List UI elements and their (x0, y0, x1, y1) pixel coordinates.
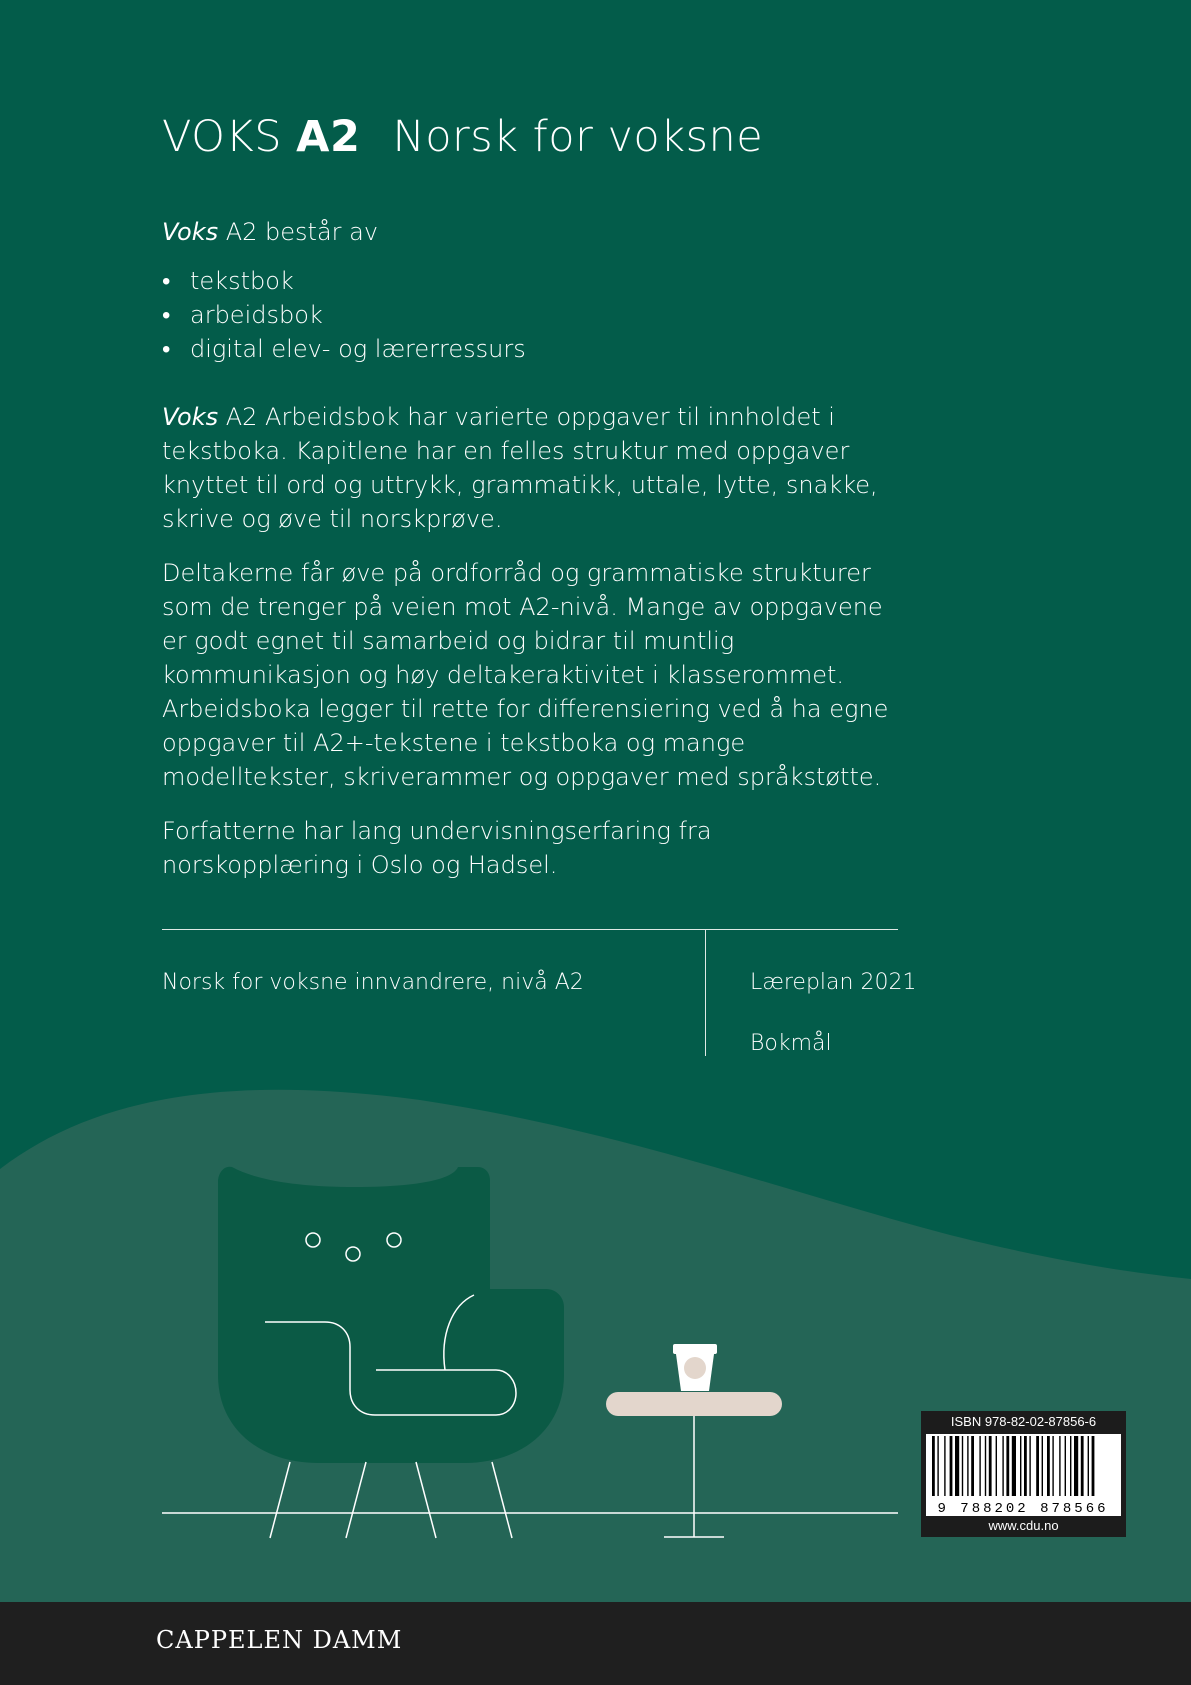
audience-label: Norsk for voksne innvandrere, nivå A2 (162, 970, 584, 995)
book-title (162, 112, 902, 162)
barcode-digits: 9 788202 878566 (937, 1501, 1109, 1516)
language-label: Bokmål (750, 1031, 832, 1056)
components-lead (162, 218, 902, 246)
components-list (162, 264, 902, 366)
coffee-cup-lid (673, 1344, 717, 1354)
list-item: • tekstbok (162, 264, 902, 298)
curriculum-label: Læreplan 2021 (750, 970, 917, 995)
barcode-icon (926, 1434, 1121, 1516)
barcode-area (926, 1434, 1121, 1516)
description-paragraph-3: Forfatterne har lang undervisningserfaring fra norskopplæring i Oslo og Hadsel. (162, 817, 712, 879)
barcode-block (921, 1411, 1126, 1537)
coffee-cup-logo (684, 1357, 706, 1379)
publisher-url: www.cdu.no (988, 1518, 1059, 1533)
list-item: • arbeidsbok (162, 298, 902, 332)
title-subtitle: Norsk for voksne (392, 112, 764, 162)
description-paragraph-2: Deltakerne får øve på ordforråd og grammatiske strukturer som de trenger på veien mot A2-nivå. Mange av oppgavene er godt egnet til samarbeid og bidrar til muntlig kommunikasjon og høy deltakeraktivitet i klasserommet. Arbeidsboka legger til rette for differensiering ved å ha egne oppgaver til A2+-tekstene i tekstboka og mange modelltekster, skriverammer og oppgaver med språkstøtte. (162, 559, 889, 791)
description-paragraph-1 (162, 400, 902, 536)
horizontal-divider (162, 929, 898, 930)
table-top (606, 1392, 782, 1416)
title-brand: VOKS (162, 112, 282, 162)
publisher-logo: CAPPELEN DAMM (156, 1626, 403, 1654)
p1-italic: Voks (162, 403, 219, 431)
barcode-stripes (932, 1436, 1094, 1496)
footer-band (0, 1602, 1191, 1685)
p1-rest: A2 Arbeidsbok har varierte oppgaver til innholdet i tekstboka. Kapitlene har en felles struktur med oppgaver knyttet til ord og uttrykk, grammatikk, uttale, lytte, snakke, skrive og øve til norskprøve. (162, 403, 878, 533)
title-level: A2 (296, 112, 361, 162)
chair-seat (218, 1285, 564, 1463)
list-item: • digital elev- og lærerressurs (162, 332, 902, 366)
lead-rest: A2 består av (218, 218, 379, 246)
isbn-text: ISBN 978-82-02-87856-6 (950, 1414, 1097, 1429)
lead-italic: Voks (162, 218, 219, 246)
vertical-divider (705, 930, 706, 1056)
content-column (162, 112, 902, 882)
